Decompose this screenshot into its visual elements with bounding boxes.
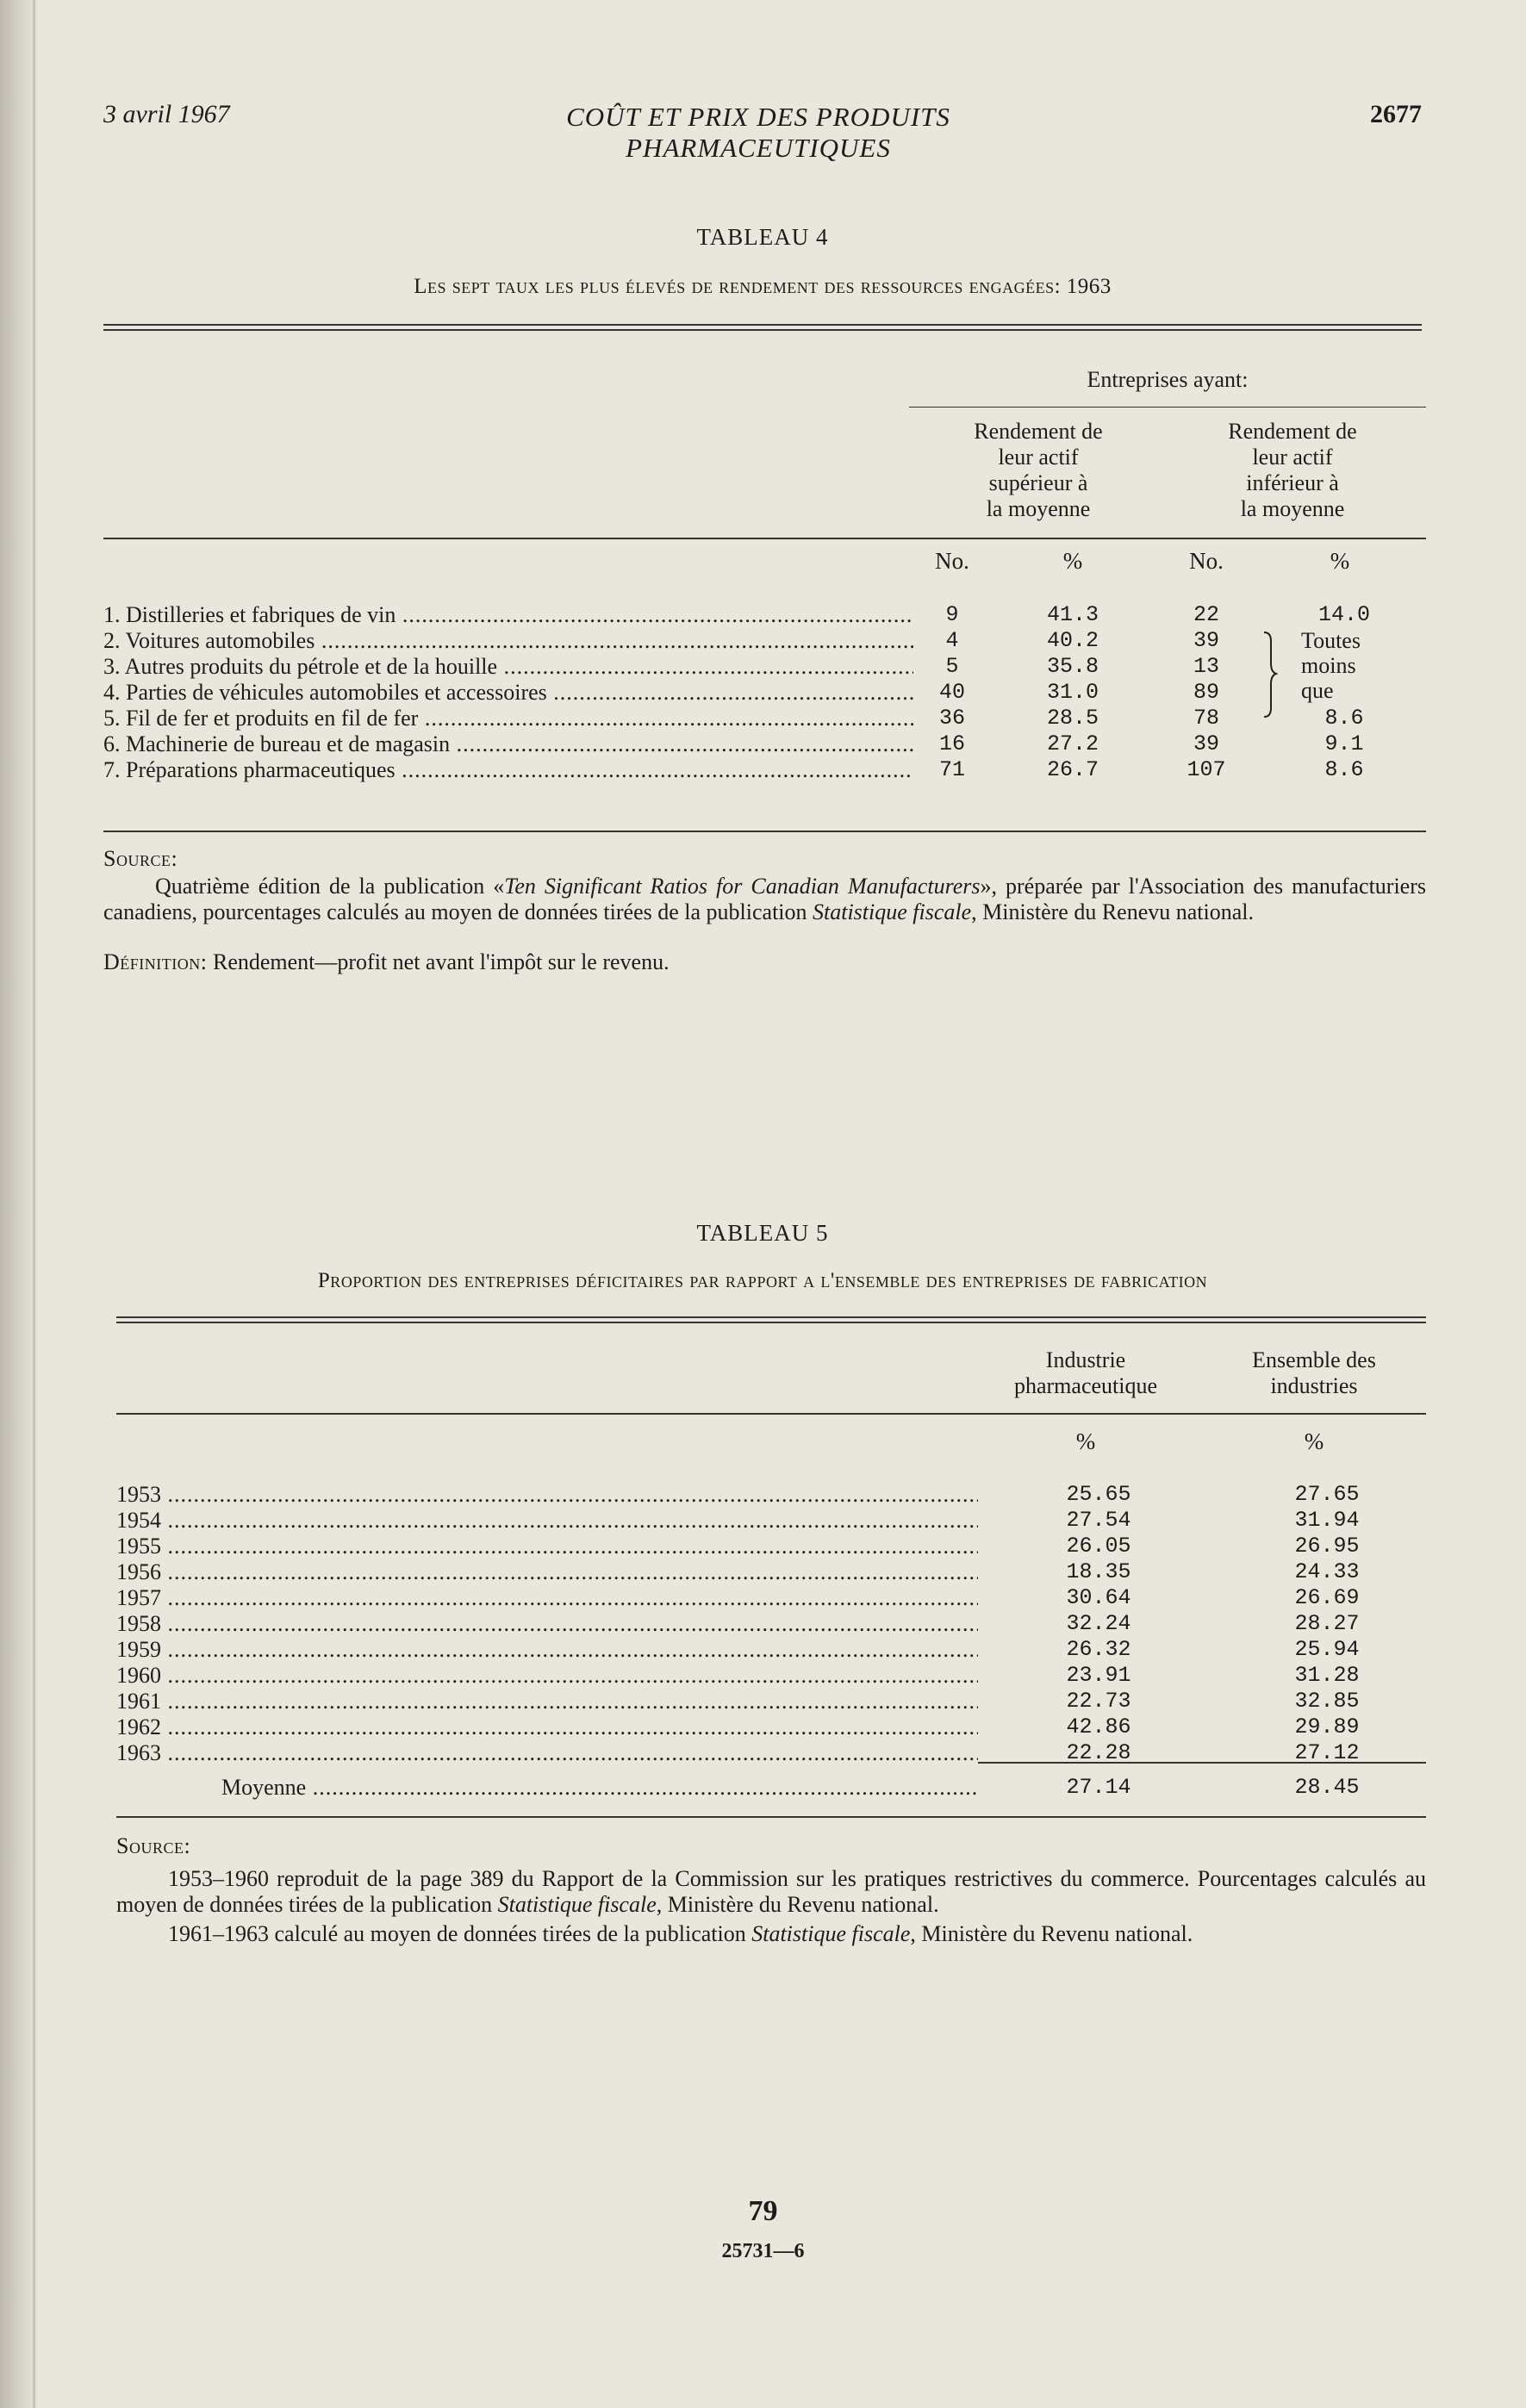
- header-line: Industrie: [1045, 1347, 1126, 1372]
- table5-source-label: Source:: [116, 1833, 191, 1858]
- table5-source-p2: [116, 1921, 1426, 1947]
- source-text-part: , Ministère du Revenu national.: [910, 1921, 1193, 1946]
- row-year: [116, 1559, 978, 1585]
- table-row: [116, 1611, 1426, 1637]
- row-label: [103, 731, 913, 757]
- brace-note: [1301, 628, 1387, 703]
- row-label: [103, 706, 913, 731]
- cell-pharma: 27.54: [1066, 1508, 1131, 1533]
- brace-note-line: moins: [1301, 653, 1356, 678]
- source-text-part: », préparée par l'Association des manufacturiers canadiens, pourcentages calculés au moyen de données tirées de la publication: [103, 874, 1426, 924]
- table-row: [103, 757, 1426, 783]
- row-year: [116, 1637, 978, 1663]
- table5-number: TABLEAU 5: [696, 1220, 829, 1246]
- cell-all: 27.65: [1294, 1482, 1360, 1507]
- row-year-text: 1957: [116, 1585, 161, 1610]
- cell-pharma: 22.73: [1066, 1689, 1131, 1714]
- document-page: [103, 95, 1426, 1971]
- cell-pct-above: 27.2: [1046, 731, 1099, 756]
- header-page-number: 2677: [1370, 100, 1422, 128]
- cell-no-below: 22: [1193, 602, 1219, 627]
- table-row: [116, 1663, 1426, 1689]
- cell-pharma: 30.64: [1066, 1585, 1131, 1610]
- cell-average-pharma: 27.14: [1066, 1775, 1131, 1800]
- row-year-text: 1961: [116, 1689, 161, 1714]
- brace-note-line: Toutes: [1301, 628, 1361, 653]
- table5-header-all: [1202, 1347, 1426, 1399]
- table4-header-above: [918, 419, 1159, 522]
- header-line: pharmaceutique: [1013, 1373, 1158, 1398]
- cell-no-above: 5: [945, 654, 959, 679]
- cell-no-below: 78: [1193, 706, 1219, 731]
- cell-no-below: 39: [1193, 628, 1219, 653]
- cell-all: 32.85: [1294, 1689, 1360, 1714]
- cell-no-above: 40: [938, 680, 965, 705]
- table4-rows: [103, 602, 1426, 783]
- brace-note-line: que: [1301, 678, 1334, 703]
- table5-rows: [116, 1482, 1426, 1766]
- col-no-above: No.: [935, 548, 969, 574]
- cell-pct-below: 9.1: [1324, 731, 1364, 756]
- table5-bottom-rule: [116, 1816, 1426, 1818]
- row-label: [103, 654, 913, 680]
- cell-pct-above: 28.5: [1046, 706, 1099, 731]
- source-publication: Statistique fiscale: [751, 1921, 911, 1946]
- header-title-line1: COÛT ET PRIX DES PRODUITS: [566, 102, 950, 132]
- header-line: Rendement de: [1228, 419, 1357, 444]
- table-row: [116, 1559, 1426, 1585]
- table-row: [103, 602, 1426, 628]
- table5-pct-all: %: [1304, 1428, 1324, 1454]
- source-title: Ten Significant Ratios for Canadian Manufacturers: [504, 874, 981, 899]
- table4-source-label: Source:: [103, 846, 178, 871]
- cell-all: 29.89: [1294, 1714, 1360, 1739]
- row-year-text: 1963: [116, 1740, 161, 1765]
- cell-pct-above: 26.7: [1046, 757, 1099, 782]
- row-year-text: 1960: [116, 1663, 161, 1688]
- cell-pct-below: 8.6: [1324, 757, 1364, 782]
- table-row: [116, 1482, 1426, 1508]
- cell-no-above: 71: [938, 757, 965, 782]
- cell-pharma: 32.24: [1066, 1611, 1131, 1636]
- definition-text: Rendement—profit net avant l'impôt sur le revenu.: [207, 949, 670, 974]
- row-label: [103, 757, 913, 783]
- table-row: [116, 1585, 1426, 1611]
- table4-bottom-rule: [103, 831, 1426, 832]
- row-label-text: 5. Fil de fer et produits en fil de fer: [103, 706, 419, 731]
- source-text-part: Quatrième édition de la publication «: [155, 874, 505, 899]
- header-line: industries: [1270, 1373, 1358, 1398]
- table4-top-rule: [103, 324, 1422, 331]
- table4: [103, 324, 1426, 1037]
- table4-header-below: [1172, 419, 1413, 522]
- cell-no-below: 107: [1187, 757, 1226, 782]
- header-date: 3 avril 1967: [103, 100, 230, 128]
- cell-no-above: 36: [938, 706, 965, 731]
- col-pct-below: %: [1330, 548, 1350, 574]
- table-row: [116, 1508, 1426, 1534]
- cell-pharma: 23.91: [1066, 1663, 1131, 1688]
- header-line: Rendement de: [974, 419, 1103, 444]
- row-year: [116, 1534, 978, 1559]
- col-pct-above: %: [1062, 548, 1083, 574]
- cell-pharma: 22.28: [1066, 1740, 1131, 1765]
- header-title-line2: PHARMACEUTIQUES: [626, 133, 891, 163]
- cell-no-above: 16: [938, 731, 965, 756]
- row-label-text: 1. Distilleries et fabriques de vin: [103, 602, 396, 627]
- header-line: Ensemble des: [1252, 1347, 1376, 1372]
- cell-pharma: 26.05: [1066, 1534, 1131, 1559]
- table5-pct-pharma: %: [1075, 1428, 1096, 1454]
- table5-top-rule: [116, 1316, 1426, 1323]
- cell-pharma: 18.35: [1066, 1559, 1131, 1584]
- source-text-part: 1961–1963 calculé au moyen de données tirées de la publication: [168, 1921, 752, 1946]
- row-year-text: 1962: [116, 1714, 161, 1739]
- cell-all: 26.69: [1294, 1585, 1360, 1610]
- table4-source-text: [103, 874, 1426, 925]
- cell-no-below: 13: [1193, 654, 1219, 679]
- cell-pharma: 42.86: [1066, 1714, 1131, 1739]
- cell-all: 26.95: [1294, 1534, 1360, 1559]
- cell-pct-above: 40.2: [1046, 628, 1099, 653]
- row-label: [103, 628, 913, 654]
- cell-pharma: 26.32: [1066, 1637, 1131, 1662]
- row-label-text: 2. Voitures automobiles: [103, 628, 315, 653]
- cell-all: 31.94: [1294, 1508, 1360, 1533]
- row-year-text: 1959: [116, 1637, 161, 1662]
- row-year: [116, 1689, 978, 1714]
- table-row: [116, 1534, 1426, 1559]
- header-line: leur actif: [998, 445, 1079, 470]
- cell-pct-below: 14.0: [1317, 602, 1370, 627]
- cell-no-above: 9: [945, 602, 959, 627]
- row-label-text: 4. Parties de véhicules automobiles et accessoires: [103, 680, 547, 705]
- row-year: [116, 1714, 978, 1740]
- cell-average-all: 28.45: [1294, 1775, 1360, 1800]
- table4-header-rule: [103, 538, 1426, 539]
- header-line: inférieur à: [1246, 470, 1339, 495]
- row-year-text: 1955: [116, 1534, 161, 1559]
- table4-group-header: Entreprises ayant:: [1087, 367, 1249, 392]
- row-label-text: 6. Machinerie de bureau et de magasin: [103, 731, 451, 756]
- table-row: [103, 706, 1426, 731]
- table-row: [103, 654, 1426, 680]
- table-row: [116, 1689, 1426, 1714]
- footer-code: 25731—6: [721, 2240, 805, 2262]
- table5-average-row: [116, 1775, 1426, 1801]
- row-year: [116, 1663, 978, 1689]
- table-row: [116, 1637, 1426, 1663]
- row-label-text: 3. Autres produits du pétrole et de la houille: [103, 654, 498, 679]
- row-year: [116, 1482, 978, 1508]
- table4-definition: [103, 949, 1426, 975]
- footer-page-number: 79: [748, 2195, 778, 2227]
- source-text-part: , Ministère du Renevu national.: [971, 899, 1254, 924]
- row-year: [116, 1508, 978, 1534]
- col-no-below: No.: [1189, 548, 1224, 574]
- cell-all: 27.12: [1294, 1740, 1360, 1765]
- table5-header-pharma: [974, 1347, 1198, 1399]
- cell-all: 31.28: [1294, 1663, 1360, 1688]
- binding-line: [33, 0, 35, 2408]
- table-row: [116, 1775, 1426, 1801]
- average-label: Moyenne: [221, 1775, 307, 1800]
- table5-notes: [116, 1833, 1426, 1947]
- row-year-text: 1954: [116, 1508, 161, 1533]
- row-year-text: 1958: [116, 1611, 161, 1636]
- table4-notes: [103, 846, 1426, 975]
- source-publication: Statistique fiscale: [813, 899, 972, 924]
- header-line: la moyenne: [1240, 496, 1345, 521]
- source-publication: Statistique fiscale: [497, 1892, 657, 1917]
- cell-pct-below: 8.6: [1324, 706, 1364, 731]
- table5-sum-rule: [978, 1762, 1426, 1764]
- row-year-text: 1953: [116, 1482, 161, 1507]
- cell-no-above: 4: [945, 628, 959, 653]
- running-header: [103, 95, 1422, 172]
- curly-brace-icon: [1262, 631, 1278, 719]
- cell-no-below: 89: [1193, 680, 1219, 705]
- table-row: [103, 731, 1426, 757]
- cell-pct-above: 35.8: [1046, 654, 1099, 679]
- source-text-part: 1953–1960 reproduit de la page 389 du Rapport de la Commission sur les pratiques restrictives du commerce. Pourcentages calculés au moyen de données tirées de la publication: [116, 1866, 1426, 1917]
- header-line: la moyenne: [986, 496, 1091, 521]
- row-year: [116, 1585, 978, 1611]
- definition-label: Définition:: [103, 949, 208, 974]
- cell-all: 28.27: [1294, 1611, 1360, 1636]
- row-label-text: 7. Préparations pharmaceutiques: [103, 757, 396, 782]
- cell-pharma: 25.65: [1066, 1482, 1131, 1507]
- cell-pct-above: 41.3: [1046, 602, 1099, 627]
- header-title: [388, 102, 1129, 164]
- row-year: [116, 1740, 978, 1766]
- table4-group-rule: [909, 407, 1426, 408]
- table5: [103, 1316, 1426, 1971]
- table-row: [103, 628, 1426, 654]
- header-line: supérieur à: [988, 470, 1088, 495]
- cell-no-below: 39: [1193, 731, 1219, 756]
- table5-caption: Proportion des entreprises déficitaires par rapport a l'ensemble des entreprises de fabrication: [317, 1269, 1208, 1292]
- table4-number: TABLEAU 4: [696, 224, 829, 250]
- row-year: [116, 1611, 978, 1637]
- cell-all: 25.94: [1294, 1637, 1360, 1662]
- table4-body: [103, 331, 1426, 1037]
- row-year-text: 1956: [116, 1559, 161, 1584]
- cell-pct-above: 31.0: [1046, 680, 1099, 705]
- table-row: [116, 1714, 1426, 1740]
- table5-header-rule: [116, 1413, 1426, 1415]
- header-line: leur actif: [1252, 445, 1333, 470]
- row-label: [103, 602, 913, 628]
- table4-caption: Les sept taux les plus élevés de rendement des ressources engagées: 1963: [414, 275, 1112, 298]
- row-average: [221, 1775, 978, 1801]
- cell-all: 24.33: [1294, 1559, 1360, 1584]
- table-row: [103, 680, 1426, 706]
- table5-source-p1: [116, 1866, 1426, 1918]
- row-label: [103, 680, 913, 706]
- source-text-part: , Ministère du Revenu national.: [656, 1892, 939, 1917]
